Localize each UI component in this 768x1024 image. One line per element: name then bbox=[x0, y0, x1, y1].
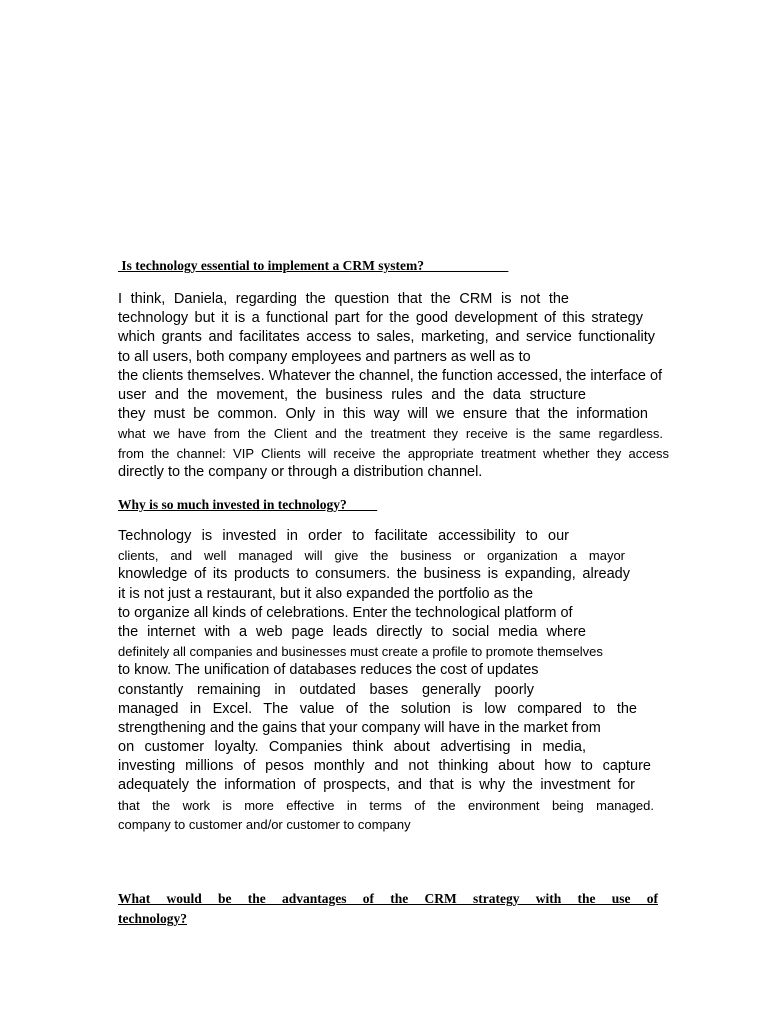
paragraph-line: on customer loyalty. Companies think about advertising in media, bbox=[118, 739, 586, 756]
paragraph-line: knowledge of its products to consumers. the business is expanding, already bbox=[118, 566, 630, 583]
paragraph-line: managed in Excel. The value of the solution is low compared to the bbox=[118, 700, 637, 717]
paragraph-line: constantly remaining in outdated bases generally poorly bbox=[118, 681, 534, 698]
paragraph-line: Technology is invested in order to facilitate accessibility to our bbox=[118, 528, 569, 544]
paragraph-line: to organize all kinds of celebrations. Enter the technological platform of bbox=[118, 604, 573, 621]
paragraph-line: clients, and well managed will give the business or organization a mayor bbox=[118, 548, 625, 564]
paragraph-line: they must be common. Only in this way will we ensure that the information bbox=[118, 406, 648, 423]
paragraph-line: definitely all companies and businesses must create a profile to promote themselves bbox=[118, 644, 603, 660]
paragraph-line: to all users, both company employees and partners as well as to bbox=[118, 348, 531, 365]
paragraph-line: company to customer and/or customer to company bbox=[118, 816, 411, 832]
paragraph-why-invested bbox=[118, 527, 670, 834]
paragraph-line: investing millions of pesos monthly and not thinking about how to capture bbox=[118, 758, 651, 775]
paragraph-line: to know. The unification of databases reduces the cost of updates bbox=[118, 662, 539, 679]
paragraph-line: user and the movement, the business rules and the data structure bbox=[118, 386, 586, 403]
paragraph-line: adequately the information of prospects, and that is why the investment for bbox=[118, 777, 635, 794]
paragraph-line: I think, Daniela, regarding the question that the CRM is not the bbox=[118, 291, 569, 307]
paragraph-line: it is not just a restaurant, but it also expanded the portfolio as the bbox=[118, 585, 534, 602]
paragraph-line: from the channel: VIP Clients will receive the appropriate treatment whether they access bbox=[118, 445, 669, 461]
paragraph-line: the clients themselves. Whatever the channel, the function accessed, the interface of bbox=[118, 367, 663, 384]
heading-line: What would be the advantages of the CRM strategy with the use of bbox=[118, 891, 658, 906]
paragraph-line: what we have from the Client and the treatment they receive is the same regardless. bbox=[118, 426, 663, 442]
paragraph-line: technology but it is a functional part for the good development of this strategy bbox=[118, 310, 643, 327]
paragraph-line: the internet with a web page leads directly to social media where bbox=[118, 623, 586, 640]
paragraph-line: strengthening and the gains that your company will have in the market from bbox=[118, 719, 601, 736]
paragraph-line: which grants and facilitates access to sales, marketing, and service functionality bbox=[118, 329, 655, 346]
section-heading-crm-essential: Is technology essential to implement a CRM system? bbox=[118, 258, 509, 273]
heading-line: technology? bbox=[118, 911, 187, 926]
paragraph-line: directly to the company or through a distribution channel. bbox=[118, 463, 483, 480]
paragraph-line: that the work is more effective in terms of the environment being managed. bbox=[118, 797, 654, 813]
paragraph-crm-essential bbox=[118, 290, 670, 482]
section-heading-why-invested: Why is so much invested in technology? bbox=[118, 497, 378, 512]
section-heading-crm-advantages bbox=[118, 889, 658, 929]
